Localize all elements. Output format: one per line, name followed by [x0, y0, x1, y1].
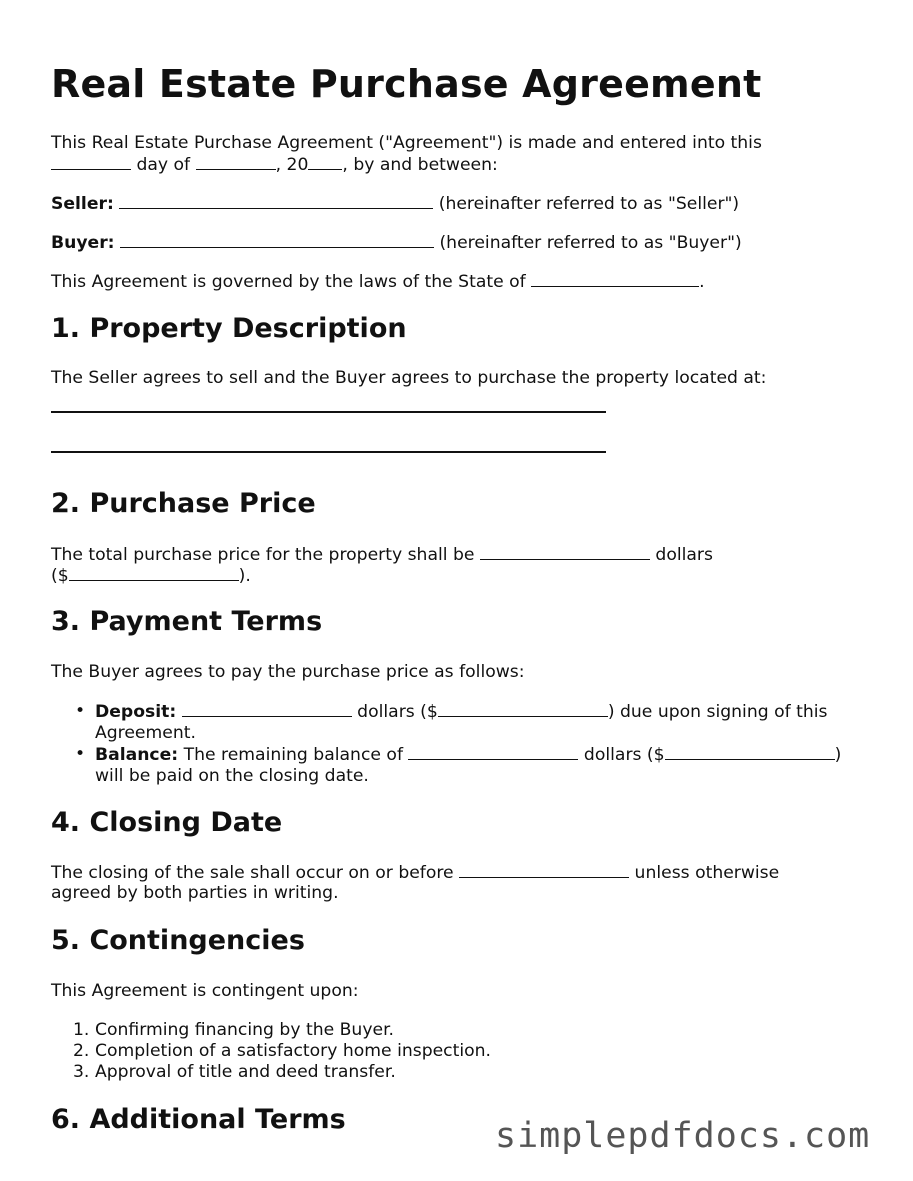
balance-words-blank[interactable] [408, 744, 578, 760]
month-blank[interactable] [196, 154, 276, 170]
section-1-text: The Seller agrees to sell and the Buyer agrees to purchase the property located at: [51, 368, 767, 388]
list-item: 2. Completion of a satisfactory home inspection. [73, 1041, 492, 1061]
section-6-heading: 6. Additional Terms [51, 1104, 346, 1135]
contingencies-list [51, 1020, 491, 1083]
intro-line-2: day of , 20 , by and between: [51, 154, 498, 176]
section-3-text: The Buyer agrees to pay the purchase price as follows: [51, 662, 525, 682]
buyer-line: Buyer: (hereinafter referred to as "Buyer") [51, 233, 742, 253]
seller-label: Seller: [51, 194, 114, 214]
closing-date-blank[interactable] [459, 862, 629, 878]
property-address-line-2[interactable] [51, 451, 606, 453]
deposit-amount-blank[interactable] [438, 701, 608, 717]
buyer-label: Buyer: [51, 233, 115, 253]
deposit-words-blank[interactable] [182, 701, 352, 717]
section-5-heading: 5. Contingencies [51, 925, 305, 956]
list-item-deposit: • Deposit: dollars ($ ) due upon signing of this Agreement. [51, 701, 841, 744]
price-words-blank[interactable] [480, 544, 650, 560]
section-5-text: This Agreement is contingent upon: [51, 981, 359, 1001]
price-amount-blank[interactable] [69, 565, 239, 581]
section-3-heading: 3. Payment Terms [51, 606, 323, 637]
closing-line-2: agreed by both parties in writing. [51, 883, 339, 903]
closing-line-1: The closing of the sale shall occur on or before unless otherwise [51, 863, 780, 883]
price-line-1: The total purchase price for the property shall be dollars [51, 545, 713, 565]
year-blank[interactable] [308, 154, 342, 170]
price-line-2: ($ ). [51, 566, 251, 586]
section-1-heading: 1. Property Description [51, 313, 407, 344]
intro-line-1: This Real Estate Purchase Agreement ("Agreement") is made and entered into this [51, 133, 762, 153]
watermark: simplepdfdocs.com [495, 1116, 871, 1156]
seller-line: Seller: (hereinafter referred to as "Seller") [51, 194, 740, 214]
seller-blank[interactable] [119, 193, 433, 209]
payment-list [51, 701, 841, 787]
property-address-line-1[interactable] [51, 411, 606, 413]
section-4-heading: 4. Closing Date [51, 807, 283, 838]
list-item: 3. Approval of title and deed transfer. [73, 1062, 396, 1082]
day-blank[interactable] [51, 154, 131, 170]
buyer-blank[interactable] [120, 232, 434, 248]
governing-law-line: This Agreement is governed by the laws of the State of . [51, 272, 705, 292]
document-title: Real Estate Purchase Agreement [51, 62, 762, 106]
section-2-heading: 2. Purchase Price [51, 488, 316, 519]
balance-amount-blank[interactable] [665, 744, 835, 760]
state-blank[interactable] [531, 271, 699, 287]
list-item: 1. Confirming financing by the Buyer. [73, 1020, 395, 1040]
list-item-balance: • Balance: The remaining balance of dollars ($ ) will be paid on the closing date. [51, 744, 841, 787]
